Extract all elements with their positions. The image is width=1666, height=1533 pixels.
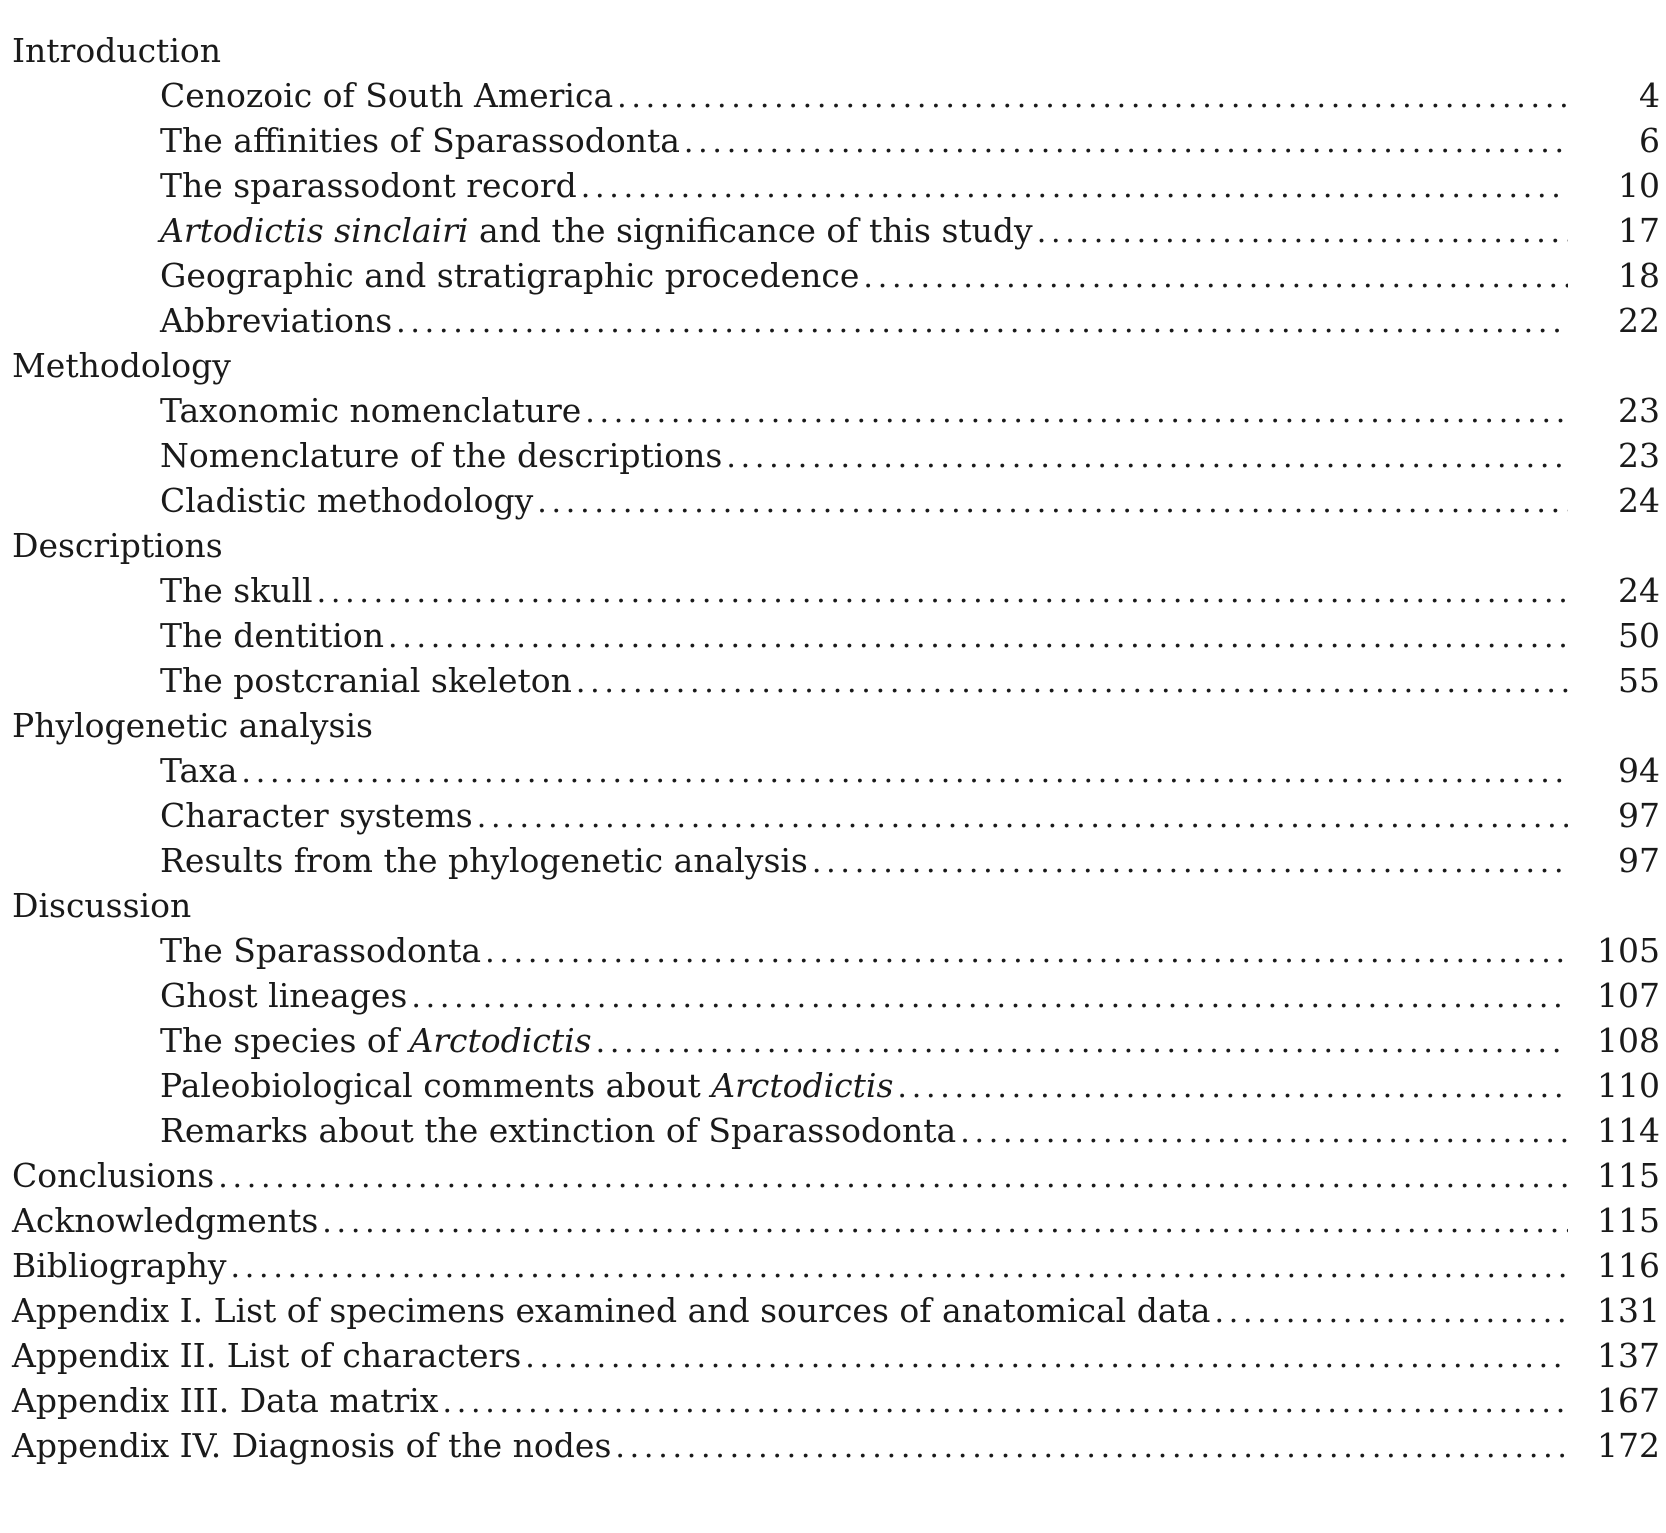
toc-subentry[interactable] xyxy=(12,748,1660,793)
toc-page-number: 107 xyxy=(1597,976,1660,1015)
toc-entry-text: The species of xyxy=(160,1021,410,1060)
toc-entry-label xyxy=(12,523,223,568)
toc-entry-label xyxy=(160,478,533,523)
dot-leader xyxy=(684,120,1568,165)
dot-leader xyxy=(615,1425,1568,1470)
toc-entry-italic-text: Arctodictis xyxy=(409,1021,592,1060)
dot-leader xyxy=(485,930,1568,975)
dot-leader xyxy=(576,660,1568,705)
toc-entry-text: Appendix I. List of specimens examined and sources of anatomical data xyxy=(12,1291,1211,1330)
toc-entry-text: Taxonomic nomenclature xyxy=(160,391,582,430)
toc-entry-label xyxy=(160,748,237,793)
toc-entry-text: Taxa xyxy=(160,751,238,790)
toc-entry[interactable] xyxy=(12,28,1660,73)
toc-subentry[interactable] xyxy=(12,1108,1660,1153)
toc-page-number: 18 xyxy=(1618,256,1660,295)
dot-leader xyxy=(218,1155,1568,1200)
toc-entry-text: Bibliography xyxy=(12,1246,227,1285)
toc-page-number: 17 xyxy=(1618,211,1660,250)
dot-leader xyxy=(537,480,1568,525)
toc-entry-label xyxy=(160,388,581,433)
toc-entry-text: Paleobiological comments about xyxy=(160,1066,712,1105)
toc-entry-label xyxy=(12,1333,521,1378)
toc-subentry[interactable] xyxy=(12,433,1660,478)
toc-entry-text: The sparassodont record xyxy=(160,166,577,205)
toc-page-number: 22 xyxy=(1618,301,1660,340)
toc-entry-label xyxy=(160,658,572,703)
toc-entry-text: The postcranial skeleton xyxy=(160,661,572,700)
toc-entry-label xyxy=(160,1063,893,1108)
toc-entry-label xyxy=(160,298,392,343)
toc-entry-label xyxy=(12,28,221,73)
dot-leader xyxy=(596,1020,1568,1065)
toc-entry-text: Acknowledgments xyxy=(12,1201,319,1240)
toc-entry-text: Conclusions xyxy=(12,1156,215,1195)
dot-leader xyxy=(241,750,1568,795)
toc-entry[interactable] xyxy=(12,1423,1660,1468)
toc-page-number: 172 xyxy=(1597,1426,1660,1465)
toc-entry-label xyxy=(160,793,473,838)
toc-entry-text: Phylogenetic analysis xyxy=(12,706,373,745)
dot-leader xyxy=(581,165,1568,210)
toc-page-number: 97 xyxy=(1618,841,1660,880)
toc-entry-text: Appendix II. List of characters xyxy=(12,1336,522,1375)
dot-leader xyxy=(960,1110,1568,1155)
dot-leader xyxy=(1214,1290,1568,1335)
toc-entry-label xyxy=(12,703,373,748)
toc-entry-text: Remarks about the extinction of Sparassodonta xyxy=(160,1111,957,1150)
toc-entry[interactable] xyxy=(12,1198,1660,1243)
toc-entry[interactable] xyxy=(12,343,1660,388)
toc-entry-text: Character systems xyxy=(160,796,473,835)
dot-leader xyxy=(726,435,1568,480)
toc-subentry[interactable] xyxy=(12,118,1660,163)
toc-entry-label xyxy=(12,1423,611,1468)
toc-page-number: 137 xyxy=(1597,1336,1660,1375)
toc-entry-label xyxy=(160,163,577,208)
toc-entry-text: and the significance of this study xyxy=(468,211,1033,250)
toc-entry-label xyxy=(160,838,808,883)
toc-entry-label xyxy=(160,613,384,658)
toc-page-number: 110 xyxy=(1597,1066,1660,1105)
toc-entry-label xyxy=(12,1378,438,1423)
toc-entry-label xyxy=(12,883,191,928)
toc-entry-text: Ghost lineages xyxy=(160,976,408,1015)
toc-entry-italic-text: Artodictis sinclairi xyxy=(160,211,469,250)
toc-entry-label xyxy=(160,928,481,973)
toc-subentry[interactable] xyxy=(12,838,1660,883)
toc-entry-label xyxy=(12,343,231,388)
toc-entry-text: Results from the phylogenetic analysis xyxy=(160,841,808,880)
dot-leader xyxy=(863,255,1568,300)
dot-leader xyxy=(442,1380,1568,1425)
table-of-contents xyxy=(12,28,1660,1468)
dot-leader xyxy=(322,1200,1568,1245)
dot-leader xyxy=(897,1065,1568,1110)
dot-leader xyxy=(1037,210,1568,255)
toc-entry[interactable] xyxy=(12,883,1660,928)
toc-entry-label xyxy=(160,73,613,118)
toc-entry-text: Introduction xyxy=(12,31,221,70)
toc-entry-text: The dentition xyxy=(160,616,384,655)
toc-page-number: 23 xyxy=(1618,391,1660,430)
toc-entry-label xyxy=(160,253,859,298)
toc-page-number: 108 xyxy=(1597,1021,1660,1060)
toc-subentry[interactable] xyxy=(12,928,1660,973)
toc-entry-label xyxy=(160,118,680,163)
toc-entry-label xyxy=(160,568,313,613)
toc-entry-label xyxy=(160,1108,956,1153)
toc-page-number: 114 xyxy=(1597,1111,1660,1150)
toc-entry-italic-text: Arctodictis xyxy=(711,1066,894,1105)
toc-entry-label xyxy=(12,1288,1210,1333)
dot-leader xyxy=(477,795,1568,840)
toc-subentry[interactable] xyxy=(12,658,1660,703)
toc-entry[interactable] xyxy=(12,1333,1660,1378)
toc-entry-text: Descriptions xyxy=(12,526,223,565)
dot-leader xyxy=(525,1335,1568,1380)
toc-entry-label xyxy=(160,433,722,478)
toc-subentry[interactable] xyxy=(12,613,1660,658)
toc-entry-text: Methodology xyxy=(12,346,231,385)
toc-subentry[interactable] xyxy=(12,793,1660,838)
toc-page-number: 24 xyxy=(1618,571,1660,610)
toc-entry-text: The skull xyxy=(160,571,313,610)
toc-page-number: 6 xyxy=(1639,121,1660,160)
toc-page-number: 115 xyxy=(1597,1156,1660,1195)
toc-subentry[interactable] xyxy=(12,163,1660,208)
toc-page-number: 167 xyxy=(1597,1381,1660,1420)
dot-leader xyxy=(812,840,1568,885)
toc-entry[interactable] xyxy=(12,1288,1660,1333)
toc-subentry[interactable] xyxy=(12,298,1660,343)
toc-subentry[interactable] xyxy=(12,253,1660,298)
toc-subentry[interactable] xyxy=(12,208,1660,253)
toc-page-number: 131 xyxy=(1597,1291,1660,1330)
dot-leader xyxy=(396,300,1568,345)
toc-entry[interactable] xyxy=(12,1243,1660,1288)
toc-entry[interactable] xyxy=(12,1378,1660,1423)
toc-entry-label xyxy=(160,208,1033,253)
toc-entry-text: Appendix III. Data matrix xyxy=(12,1381,439,1420)
toc-entry[interactable] xyxy=(12,703,1660,748)
dot-leader xyxy=(317,570,1568,615)
toc-entry-label xyxy=(160,973,407,1018)
toc-page-number: 23 xyxy=(1618,436,1660,475)
dot-leader xyxy=(388,615,1568,660)
toc-entry-text: Discussion xyxy=(12,886,192,925)
toc-page-number: 10 xyxy=(1618,166,1660,205)
dot-leader xyxy=(617,75,1568,120)
toc-page-number: 94 xyxy=(1618,751,1660,790)
toc-entry[interactable] xyxy=(12,523,1660,568)
toc-entry-label xyxy=(12,1198,318,1243)
toc-subentry[interactable] xyxy=(12,973,1660,1018)
toc-entry-text: The Sparassodonta xyxy=(160,931,482,970)
dot-leader xyxy=(585,390,1568,435)
toc-page-number: 50 xyxy=(1618,616,1660,655)
toc-page-number: 105 xyxy=(1597,931,1660,970)
toc-page-number: 116 xyxy=(1597,1246,1660,1285)
toc-entry-label xyxy=(160,1018,592,1063)
toc-entry-text: Appendix IV. Diagnosis of the nodes xyxy=(12,1426,612,1465)
toc-entry-label xyxy=(12,1243,227,1288)
toc-entry-text: Geographic and stratigraphic procedence xyxy=(160,256,860,295)
toc-entry-text: Cenozoic of South America xyxy=(160,76,614,115)
toc-subentry[interactable] xyxy=(12,388,1660,433)
toc-entry[interactable] xyxy=(12,1153,1660,1198)
toc-entry-text: Nomenclature of the descriptions xyxy=(160,436,723,475)
dot-leader xyxy=(411,975,1568,1020)
toc-subentry[interactable] xyxy=(12,568,1660,613)
dot-leader xyxy=(231,1245,1569,1290)
toc-page-number: 115 xyxy=(1597,1201,1660,1240)
toc-page-number: 97 xyxy=(1618,796,1660,835)
toc-entry-text: Cladistic methodology xyxy=(160,481,534,520)
toc-subentry[interactable] xyxy=(12,1063,1660,1108)
toc-page-number: 24 xyxy=(1618,481,1660,520)
toc-entry-text: The affinities of Sparassodonta xyxy=(160,121,680,160)
toc-entry-label xyxy=(12,1153,214,1198)
toc-page-number: 55 xyxy=(1618,661,1660,700)
toc-subentry[interactable] xyxy=(12,73,1660,118)
toc-entry-text: Abbreviations xyxy=(160,301,393,340)
toc-subentry[interactable] xyxy=(12,478,1660,523)
toc-page-number: 4 xyxy=(1639,76,1660,115)
toc-subentry[interactable] xyxy=(12,1018,1660,1063)
